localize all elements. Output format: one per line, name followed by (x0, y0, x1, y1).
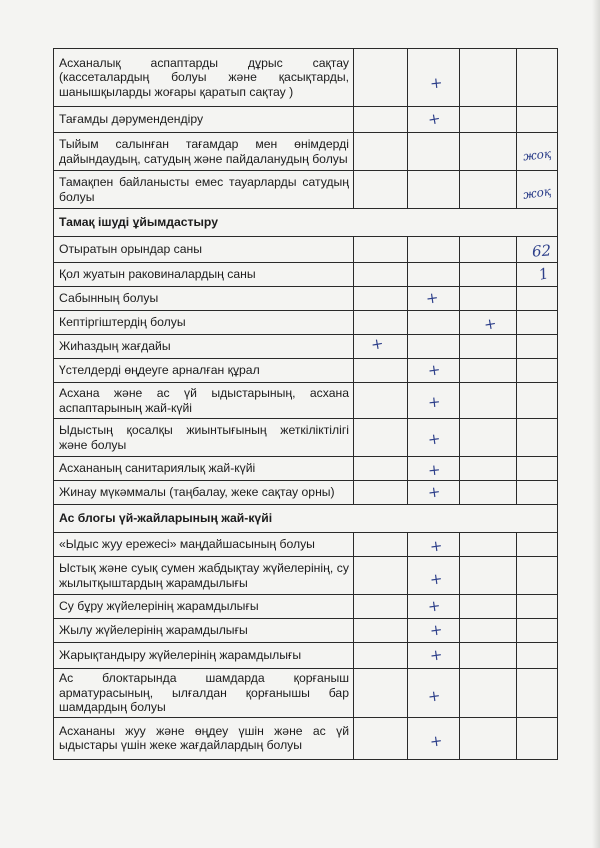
mark-cell-col-3 (460, 359, 517, 383)
handwritten-mark: 62 (531, 241, 552, 261)
mark-cell-col-1 (354, 335, 408, 359)
mark-cell-col-3 (460, 107, 517, 133)
mark-cell-col-3 (460, 533, 517, 557)
table-row (54, 595, 558, 619)
criterion-label: Жиһаздың жағдайы (54, 335, 354, 359)
criterion-label: Тамақпен байланысты емес тауарларды сатудың болуы (54, 171, 354, 209)
mark-cell-col-4 (517, 643, 558, 669)
section-heading: Тамақ ішуді ұйымдастыру (54, 209, 558, 237)
criterion-label: Қол жуатын раковиналардың саны (54, 263, 354, 287)
table-row (54, 457, 558, 481)
mark-cell-col-1 (354, 619, 408, 643)
criterion-label: Тыйым салынған тағамдар мен өнімдерді дайындаудың, сатудың және пайдаланудың болуы (54, 133, 354, 171)
mark-cell-col-4 (517, 359, 558, 383)
criterion-label: Асханалық аспаптарды дұрыс сақтау (кассеталардың болуы және қасықтарды, шанышқыларды жоғары қаратып сақтау ) (54, 49, 354, 107)
criterion-label: Ыдыстың қосалқы жиынтығының жеткіліктілігі және болуы (54, 419, 354, 457)
mark-cell-col-3 (460, 717, 517, 759)
handwritten-mark: + (369, 333, 385, 354)
mark-cell-col-4 (517, 595, 558, 619)
mark-cell-col-3 (460, 49, 517, 107)
mark-cell-col-2 (408, 457, 460, 481)
handwritten-mark: жоқ (522, 146, 553, 164)
mark-cell-col-1 (354, 311, 408, 335)
mark-cell-col-4 (517, 557, 558, 595)
handwritten-mark: + (426, 686, 442, 706)
mark-cell-col-2 (408, 237, 460, 263)
mark-cell-col-3 (460, 557, 517, 595)
table-row (54, 557, 558, 595)
handwritten-mark: 1 (536, 263, 550, 284)
handwritten-mark: + (428, 73, 444, 93)
handwritten-mark: + (424, 287, 440, 308)
criterion-label: Асхананың санитариялық жай-күйі (54, 457, 354, 481)
mark-cell-col-3 (460, 383, 517, 419)
table-row (54, 383, 558, 419)
mark-cell-col-1 (354, 481, 408, 505)
criterion-label: Асхананы жуу және өңдеу үшін және ас үй ыдыстары үшін жеке жағдайлардың болуы (54, 717, 354, 759)
mark-cell-col-3 (460, 133, 517, 171)
table-row (54, 237, 558, 263)
table-row (54, 311, 558, 335)
criterion-label: Су бұру жүйелерінің жарамдылығы (54, 595, 354, 619)
mark-cell-col-1 (354, 533, 408, 557)
criterion-label: Үстелдерді өңдеуге арналған құрал (54, 359, 354, 383)
mark-cell-col-4 (517, 237, 558, 263)
mark-cell-col-1 (354, 717, 408, 759)
handwritten-mark: + (426, 359, 442, 380)
mark-cell-col-4 (517, 263, 558, 287)
table-row (54, 669, 558, 718)
criterion-label: Ас блоктарында шамдарда қорғаныш арматурасының, ылғалдан қорғанышы бар шамдардың болуы (54, 669, 354, 718)
mark-cell-col-1 (354, 237, 408, 263)
table-row (54, 643, 558, 669)
mark-cell-col-3 (460, 287, 517, 311)
mark-cell-col-2 (408, 557, 460, 595)
section-row (54, 505, 558, 533)
mark-cell-col-2 (408, 171, 460, 209)
mark-cell-col-2 (408, 133, 460, 171)
mark-cell-col-1 (354, 643, 408, 669)
mark-cell-col-2 (408, 335, 460, 359)
mark-cell-col-4 (517, 49, 558, 107)
mark-cell-col-2 (408, 643, 460, 669)
mark-cell-col-1 (354, 557, 408, 595)
mark-cell-col-4 (517, 619, 558, 643)
handwritten-mark: + (426, 460, 442, 480)
table-row (54, 717, 558, 759)
table-row (54, 481, 558, 505)
mark-cell-col-2 (408, 533, 460, 557)
mark-cell-col-3 (460, 669, 517, 718)
mark-cell-col-2 (408, 107, 460, 133)
handwritten-mark: + (428, 731, 444, 752)
mark-cell-col-4 (517, 717, 558, 759)
mark-cell-col-4 (517, 133, 558, 171)
mark-cell-col-4 (517, 383, 558, 419)
table-row (54, 419, 558, 457)
mark-cell-col-2 (408, 717, 460, 759)
table-row (54, 171, 558, 209)
mark-cell-col-2 (408, 669, 460, 718)
mark-cell-col-3 (460, 419, 517, 457)
handwritten-mark: + (426, 392, 442, 412)
mark-cell-col-1 (354, 107, 408, 133)
mark-cell-col-4 (517, 533, 558, 557)
mark-cell-col-2 (408, 481, 460, 505)
handwritten-mark: + (428, 619, 444, 640)
mark-cell-col-4 (517, 287, 558, 311)
table-row (54, 107, 558, 133)
mark-cell-col-2 (408, 359, 460, 383)
mark-cell-col-1 (354, 171, 408, 209)
mark-cell-col-4 (517, 481, 558, 505)
table-row (54, 533, 558, 557)
mark-cell-col-1 (354, 49, 408, 107)
mark-cell-col-2 (408, 595, 460, 619)
mark-cell-col-1 (354, 287, 408, 311)
mark-cell-col-3 (460, 335, 517, 359)
handwritten-mark: + (426, 108, 442, 129)
mark-cell-col-3 (460, 619, 517, 643)
mark-cell-col-4 (517, 419, 558, 457)
mark-cell-col-2 (408, 311, 460, 335)
criterion-label: Жинау мүкәммалы (таңбалау, жеке сақтау орны) (54, 481, 354, 505)
mark-cell-col-4 (517, 171, 558, 209)
mark-cell-col-2 (408, 49, 460, 107)
mark-cell-col-3 (460, 481, 517, 505)
section-row (54, 209, 558, 237)
mark-cell-col-3 (460, 311, 517, 335)
mark-cell-col-1 (354, 133, 408, 171)
mark-cell-col-1 (354, 383, 408, 419)
table-row (54, 133, 558, 171)
mark-cell-col-1 (354, 595, 408, 619)
criterion-label: Отыратын орындар саны (54, 237, 354, 263)
criterion-label: Сабынның болуы (54, 287, 354, 311)
mark-cell-col-2 (408, 383, 460, 419)
mark-cell-col-1 (354, 263, 408, 287)
mark-cell-col-3 (460, 643, 517, 669)
handwritten-mark: + (428, 568, 444, 589)
handwritten-mark: + (426, 481, 442, 502)
mark-cell-col-3 (460, 171, 517, 209)
mark-cell-col-4 (517, 107, 558, 133)
handwritten-mark: жоқ (522, 184, 553, 202)
mark-cell-col-2 (408, 287, 460, 311)
table-row (54, 619, 558, 643)
page-edge-shadow (592, 0, 600, 848)
handwritten-mark: + (482, 313, 499, 334)
criterion-label: Ыстық және суық сумен жабдықтау жүйелерінің, су жылытқыштардың жарамдылығы (54, 557, 354, 595)
mark-cell-col-4 (517, 335, 558, 359)
mark-cell-col-3 (460, 595, 517, 619)
mark-cell-col-1 (354, 669, 408, 718)
handwritten-mark: + (426, 595, 442, 616)
mark-cell-col-4 (517, 457, 558, 481)
handwritten-mark: + (428, 535, 444, 556)
mark-cell-col-1 (354, 419, 408, 457)
mark-cell-col-4 (517, 311, 558, 335)
inspection-checklist-table (53, 48, 558, 760)
criterion-label: Асхана және ас үй ыдыстарының, асхана аспаптарының жай-күйі (54, 383, 354, 419)
table-row (54, 49, 558, 107)
handwritten-mark: + (426, 428, 442, 449)
handwritten-mark: + (428, 644, 444, 665)
mark-cell-col-3 (460, 237, 517, 263)
mark-cell-col-2 (408, 263, 460, 287)
mark-cell-col-4 (517, 669, 558, 718)
mark-cell-col-2 (408, 419, 460, 457)
mark-cell-col-1 (354, 457, 408, 481)
mark-cell-col-1 (354, 359, 408, 383)
table-row (54, 263, 558, 287)
table-row (54, 287, 558, 311)
mark-cell-col-3 (460, 263, 517, 287)
criterion-label: Тағамды дәрумендендіру (54, 107, 354, 133)
criterion-label: Жарықтандыру жүйелерінің жарамдылығы (54, 643, 354, 669)
criterion-label: Жылу жүйелерінің жарамдылығы (54, 619, 354, 643)
mark-cell-col-2 (408, 619, 460, 643)
table-row (54, 335, 558, 359)
table-row (54, 359, 558, 383)
mark-cell-col-3 (460, 457, 517, 481)
criterion-label: «Ыдыс жуу ережесі» маңдайшасының болуы (54, 533, 354, 557)
criterion-label: Кептіргіштердің болуы (54, 311, 354, 335)
section-heading: Ас блогы үй-жайларының жай-күйі (54, 505, 558, 533)
